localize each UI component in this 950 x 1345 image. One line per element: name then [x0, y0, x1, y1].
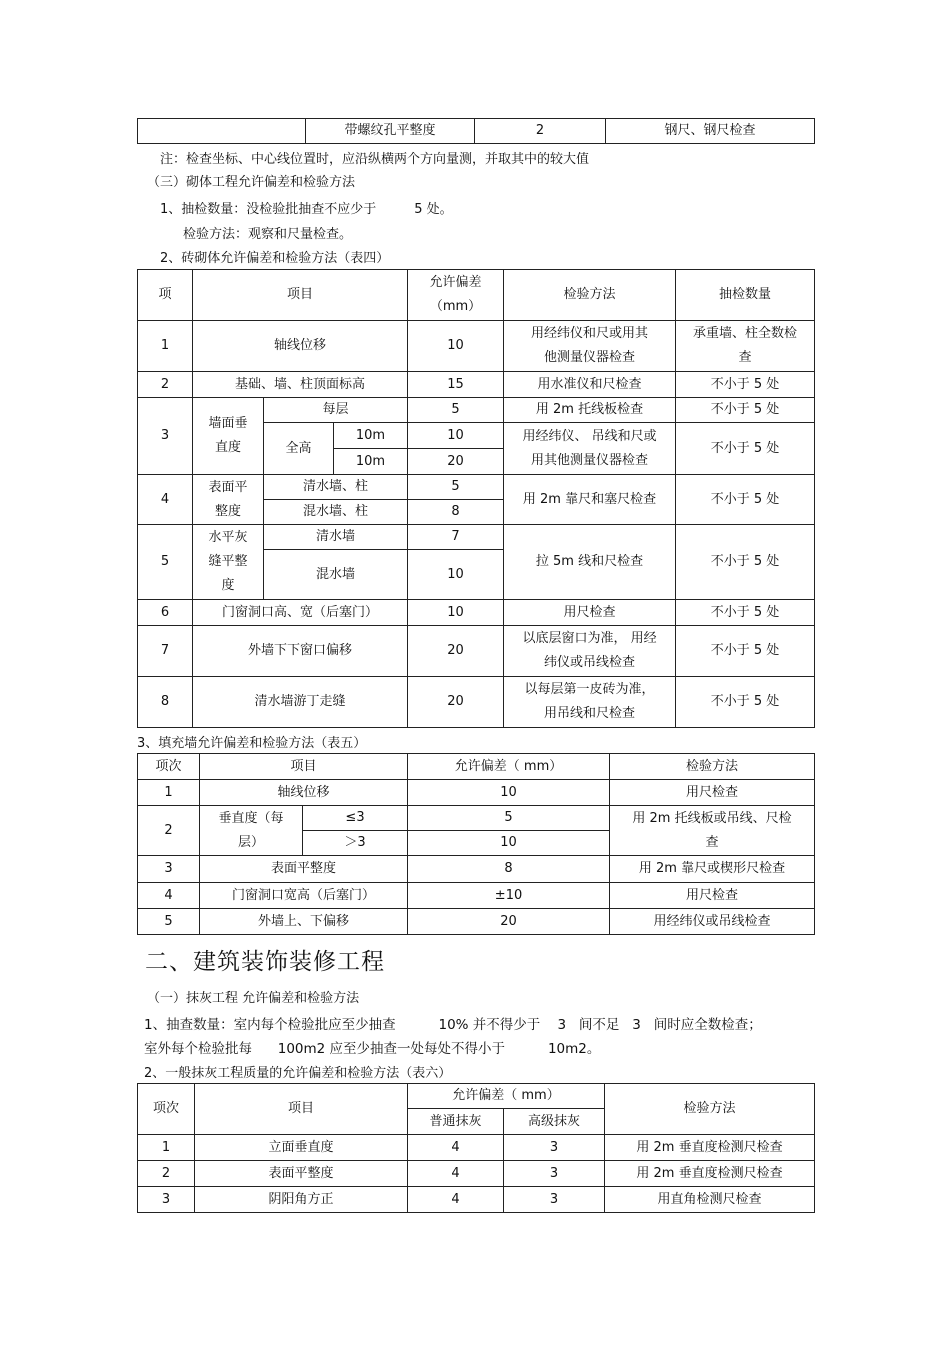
cell: 用 2m 垂直度检测尺检查 — [605, 1161, 815, 1187]
cell: 不小于 5 处 — [676, 525, 815, 600]
header-cell: 检验方法 — [610, 754, 815, 780]
cell: 15 — [408, 372, 504, 398]
header-cell: 允许偏差（ mm） — [408, 1084, 605, 1109]
paragraph: 检验方法：观察和尺量检查。 — [183, 227, 353, 242]
cell: 3 — [504, 1161, 605, 1187]
cell — [200, 806, 303, 856]
cell: 5 — [408, 806, 610, 831]
cell: 3 — [138, 1187, 195, 1213]
table-6 — [137, 1083, 815, 1213]
cell: 5 — [138, 525, 193, 600]
table-4 — [137, 269, 815, 728]
cell: 拉 5m 线和尺检查 — [504, 525, 676, 600]
cell: 钢尺、钢尺检查 — [606, 119, 815, 144]
cell: 3 — [138, 856, 200, 883]
cell: ＞3 — [303, 831, 408, 856]
cell: 表面平整度 — [200, 856, 408, 883]
cell: 8 — [138, 677, 193, 728]
cell: 不小于 5 处 — [676, 372, 815, 398]
cell: 1 — [138, 780, 200, 806]
cell: 7 — [408, 525, 504, 550]
header-cell: 允许偏差（ mm） — [408, 754, 610, 780]
cell: 用尺检查 — [610, 780, 815, 806]
paragraph: 室外每个检验批每 100m2 应至少抽查一处每处不得小于 10m2。 — [144, 1041, 601, 1057]
cell: 不小于 5 处 — [676, 423, 815, 475]
cell-line: 查 — [705, 834, 719, 850]
cell: 带螺纹孔平整度 — [306, 119, 475, 144]
table-5 — [137, 753, 815, 935]
cell-line: 用 2m 托线板或吊线、尺检 — [632, 810, 792, 826]
cell: 2 — [138, 806, 200, 856]
cell: 表面平整度 — [195, 1161, 408, 1187]
cell: 5 — [138, 909, 200, 935]
table-caption: 2、一般抹灰工程质量的允许偏差和检验方法（表六） — [144, 1066, 452, 1081]
cell — [610, 806, 815, 856]
cell — [504, 677, 676, 728]
cell — [193, 475, 264, 525]
cell: 3 — [504, 1187, 605, 1213]
cell: 1 — [138, 1135, 195, 1161]
cell: 轴线位移 — [193, 321, 408, 372]
header-cell: 项目 — [200, 754, 408, 780]
header-line: 允许偏差 — [429, 275, 482, 290]
paragraph-part: 1、抽检数量：没检验批抽查不应少于 — [160, 202, 377, 217]
cell-line: 度 — [221, 578, 235, 593]
chapter-heading: 二、建筑装饰装修工程 — [145, 949, 385, 975]
header-cell: 检验方法 — [504, 270, 676, 321]
cell: 每层 — [264, 398, 408, 423]
cell: 10 — [408, 831, 610, 856]
header-cell: 普通抹灰 — [408, 1109, 504, 1135]
cell — [193, 398, 264, 475]
cell — [193, 525, 264, 600]
paragraph-part: 5 处。 — [414, 202, 453, 217]
cell-line: 纬仪或吊线检查 — [544, 655, 636, 670]
cell: 8 — [408, 856, 610, 883]
cell-line: 以每层第一皮砖为准， — [524, 682, 655, 697]
cell-line: 用其他测量仪器检查 — [531, 452, 649, 468]
cell: 阴阳角方正 — [195, 1187, 408, 1213]
cell: 清水墙游丁走缝 — [193, 677, 408, 728]
cell: 4 — [408, 1187, 504, 1213]
cell: 用经纬仪或吊线检查 — [610, 909, 815, 935]
cell: 基础、墙、柱顶面标高 — [193, 372, 408, 398]
cell: 8 — [408, 500, 504, 525]
cell: 外墙下下窗口偏移 — [193, 626, 408, 677]
header-cell: 抽检数量 — [676, 270, 815, 321]
cell: 20 — [408, 909, 610, 935]
cell: 不小于 5 处 — [676, 600, 815, 626]
cell: 不小于 5 处 — [676, 677, 815, 728]
header-cell: 项 — [138, 270, 193, 321]
cell: 5 — [408, 398, 504, 423]
cell-line: 他测量仪器检查 — [544, 350, 636, 365]
header-cell: 项次 — [138, 1084, 195, 1135]
cell: 门窗洞口宽高（后塞门） — [200, 883, 408, 909]
cell: 混水墙 — [264, 550, 408, 600]
cell: 用尺检查 — [610, 883, 815, 909]
cell: 用 2m 靠尺和塞尺检查 — [504, 475, 676, 525]
cell — [504, 626, 676, 677]
note-text: 注：检查坐标、中心线位置时，应沿纵横两个方向量测，并取其中的较大值 — [160, 152, 590, 167]
cell: ≤3 — [303, 806, 408, 831]
header-cell — [408, 270, 504, 321]
cell: 1 — [138, 321, 193, 372]
cell-line: 用经纬仪、 吊线和尺或 — [522, 428, 657, 444]
cell: ±10 — [408, 883, 610, 909]
cell: 20 — [408, 626, 504, 677]
cell: 10m — [334, 423, 408, 449]
cell-line: 以底层窗口为准， 用经 — [522, 631, 657, 646]
cell: 用水准仪和尺检查 — [504, 372, 676, 398]
table-caption: 2、砖砌体允许偏差和检验方法（表四） — [160, 251, 390, 266]
cell-line: 墙面垂 — [208, 416, 248, 431]
cell: 3 — [138, 398, 193, 475]
cell: 轴线位移 — [200, 780, 408, 806]
cell: 用尺检查 — [504, 600, 676, 626]
cell: 外墙上、下偏移 — [200, 909, 408, 935]
section-heading: （三）砌体工程允许偏差和检验方法 — [147, 175, 356, 190]
cell: 20 — [408, 449, 504, 475]
cell — [676, 321, 815, 372]
cell: 用 2m 托线板检查 — [504, 398, 676, 423]
cell: 10 — [408, 780, 610, 806]
cell: 不小于 5 处 — [676, 398, 815, 423]
cell: 用 2m 垂直度检测尺检查 — [605, 1135, 815, 1161]
cell: 立面垂直度 — [195, 1135, 408, 1161]
header-cell: 项目 — [195, 1084, 408, 1135]
cell: 10m — [334, 449, 408, 475]
header-cell: 检验方法 — [605, 1084, 815, 1135]
cell: 4 — [138, 475, 193, 525]
cell: 2 — [138, 1161, 195, 1187]
cell-line: 承重墙、柱全数检 — [693, 326, 798, 341]
cell-line: 直度 — [214, 440, 241, 455]
table-caption: 3、填充墙允许偏差和检验方法（表五） — [137, 736, 367, 751]
cell: 混水墙、柱 — [264, 500, 408, 525]
cell: 用直角检测尺检查 — [605, 1187, 815, 1213]
cell: 全高 — [264, 423, 334, 475]
table-continuation — [137, 118, 815, 144]
cell: 不小于 5 处 — [676, 475, 815, 525]
paragraph — [160, 198, 453, 217]
cell — [504, 423, 676, 475]
cell: 10 — [408, 423, 504, 449]
cell: 6 — [138, 600, 193, 626]
cell: 10 — [408, 321, 504, 372]
cell: 4 — [408, 1135, 504, 1161]
cell-line: 垂直度（每 — [218, 810, 284, 826]
cell: 3 — [504, 1135, 605, 1161]
cell: 10 — [408, 600, 504, 626]
cell-line: 水平灰 — [208, 530, 248, 545]
cell: 4 — [408, 1161, 504, 1187]
cell-line: 查 — [738, 350, 752, 365]
cell: 不小于 5 处 — [676, 626, 815, 677]
cell: 用 2m 靠尺或楔形尺检查 — [610, 856, 815, 883]
cell-line: 用吊线和尺检查 — [544, 706, 636, 721]
cell: 4 — [138, 883, 200, 909]
section-heading: （一）抹灰工程 允许偏差和检验方法 — [147, 991, 360, 1006]
cell-line: 缝平整 — [208, 554, 248, 569]
header-cell: 项目 — [193, 270, 408, 321]
paragraph: 1、抽查数量：室内每个检验批应至少抽查 10% 并不得少于 3 间不足 3 间时应全数检查； — [144, 1017, 762, 1033]
cell: 2 — [475, 119, 606, 144]
header-line: （mm） — [429, 299, 482, 314]
cell: 10 — [408, 550, 504, 600]
cell: 门窗洞口高、宽（后塞门） — [193, 600, 408, 626]
cell: 清水墙 — [264, 525, 408, 550]
cell: 5 — [408, 475, 504, 500]
cell: 20 — [408, 677, 504, 728]
cell-line: 用经纬仪和尺或用其 — [531, 326, 649, 341]
cell-line: 层） — [237, 834, 264, 850]
cell-line: 整度 — [214, 503, 241, 519]
header-cell: 项次 — [138, 754, 200, 780]
cell: 7 — [138, 626, 193, 677]
cell — [504, 321, 676, 372]
cell-line: 表面平 — [208, 479, 248, 495]
header-cell: 高级抹灰 — [504, 1109, 605, 1135]
cell — [138, 119, 306, 144]
cell: 清水墙、柱 — [264, 475, 408, 500]
cell: 2 — [138, 372, 193, 398]
